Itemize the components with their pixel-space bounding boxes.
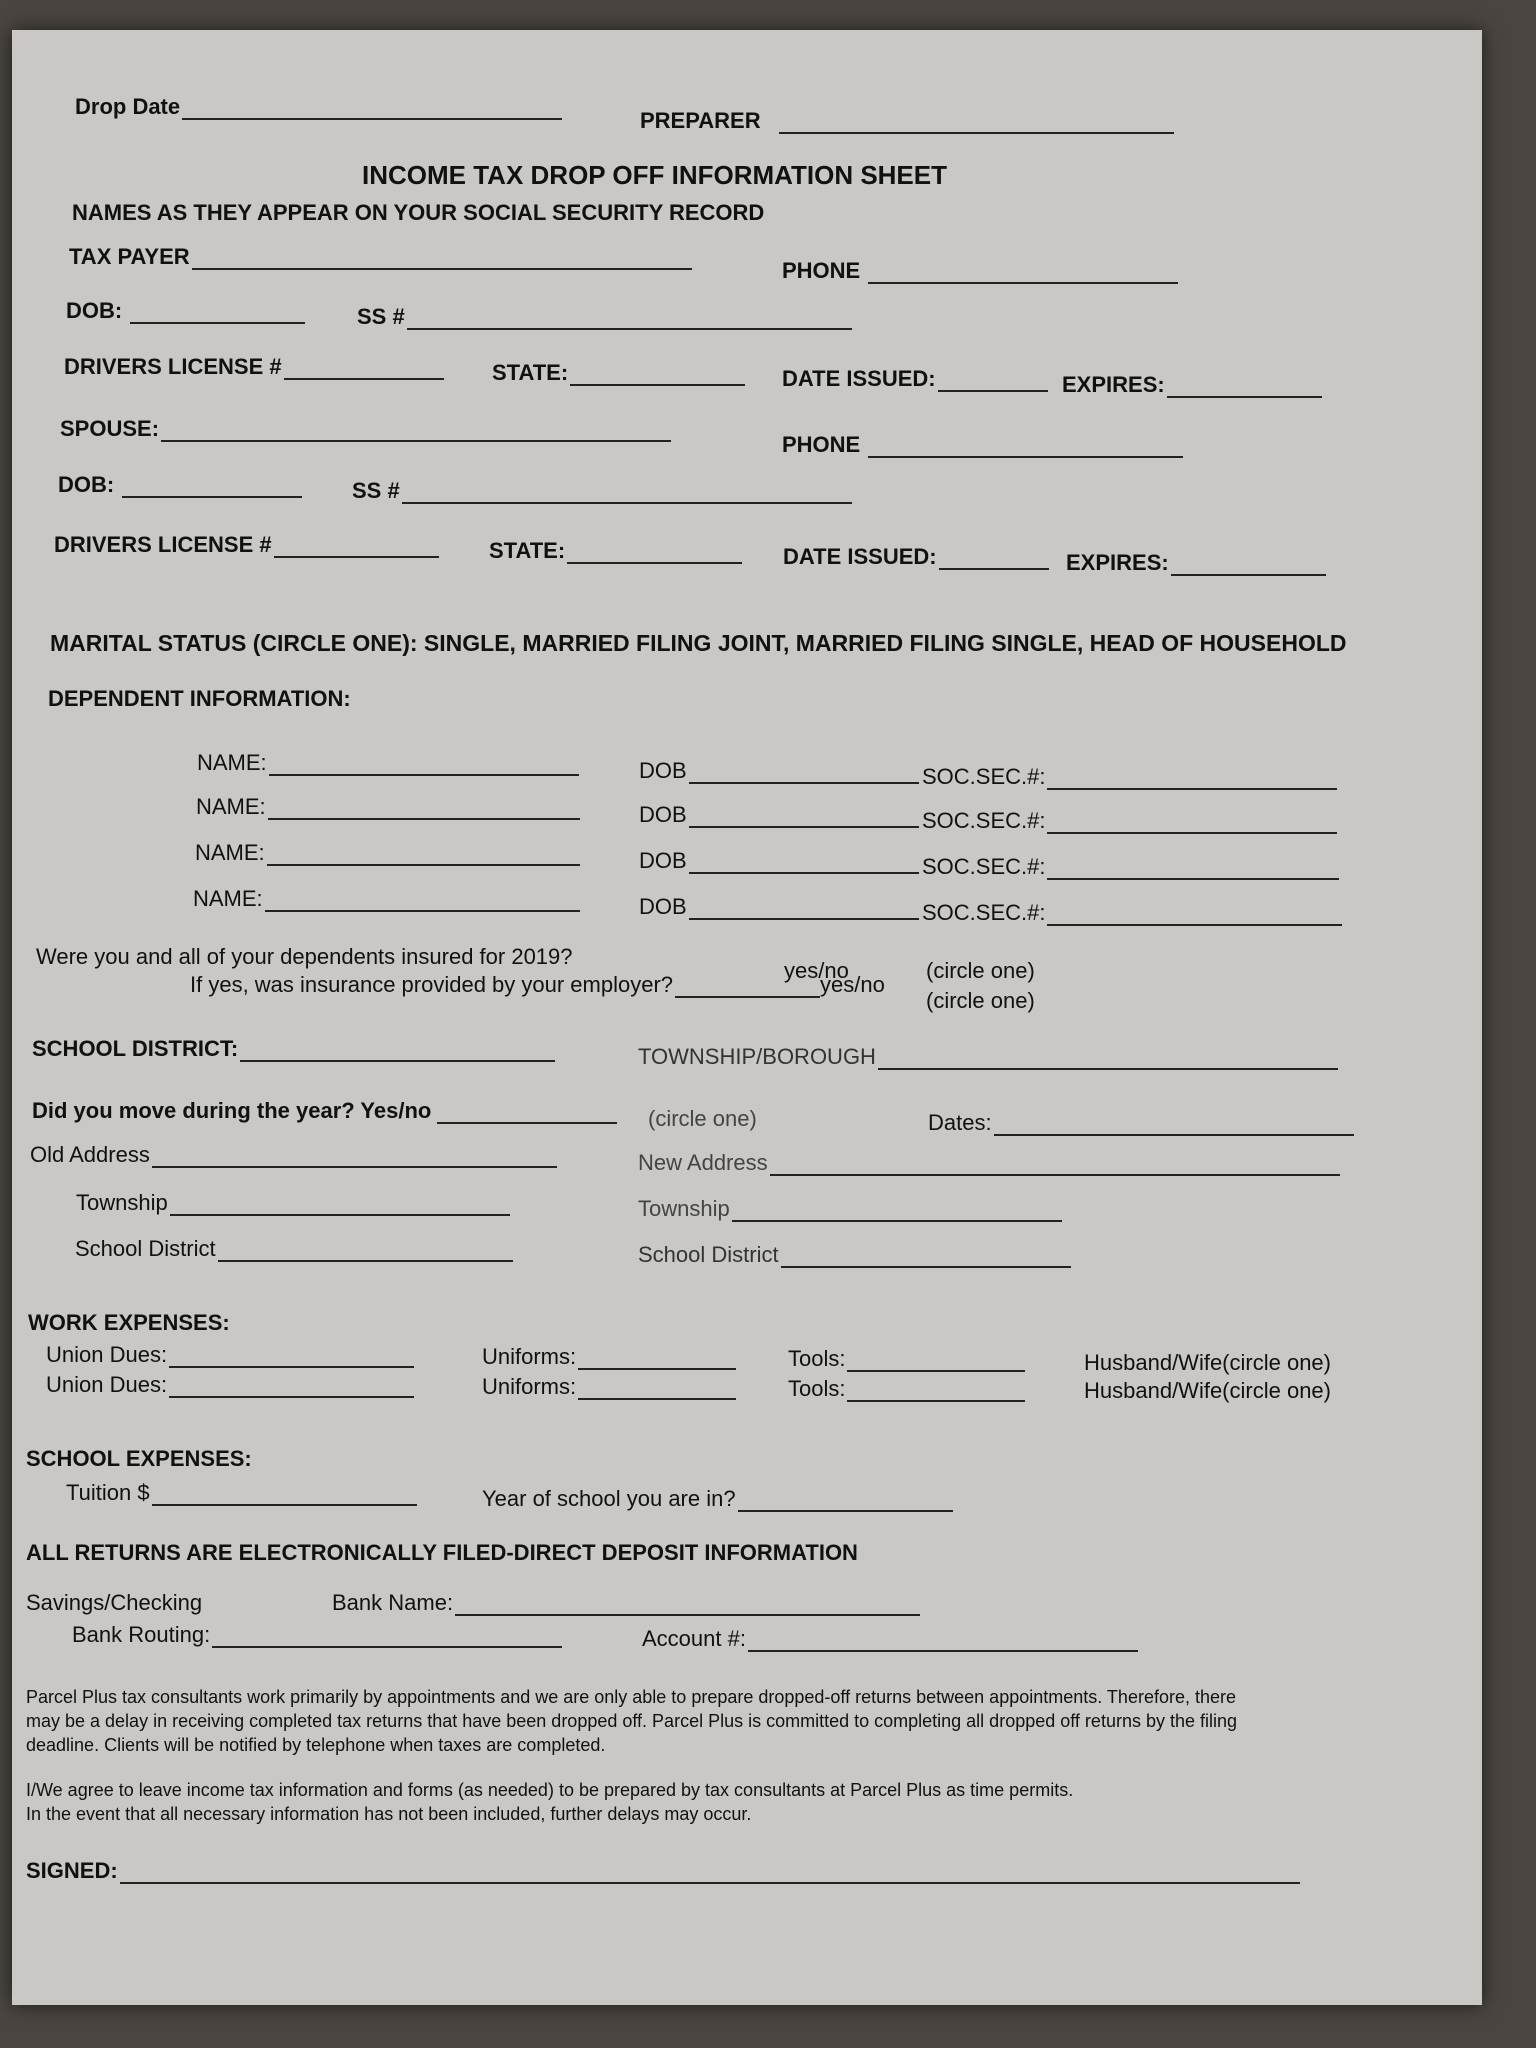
dependent-name-field[interactable] [196,794,580,820]
union-dues-label: Union Dues: [46,1372,168,1397]
new-address-field[interactable] [638,1150,1340,1176]
spouse-ss-field[interactable] [352,478,852,504]
taxpayer-label: TAX PAYER [69,244,190,269]
tuition-label: Tuition $ [66,1480,150,1505]
taxpayer-ss-field[interactable] [357,304,852,330]
bank-name-label: Bank Name: [332,1590,454,1615]
dependent-dob-field[interactable] [639,848,919,874]
agreement-notice: I/We agree to leave income tax information and forms (as needed) to be prepared by tax consultants at Parcel Plus as time permits. In the event that all necessary information has not been included, further delays may occur. [26,1780,1074,1824]
form-sheet [12,30,1482,2005]
dependent-dob-label: DOB [639,848,687,873]
taxpayer-state-label: STATE: [492,360,569,385]
moved-field[interactable] [32,1098,617,1124]
union-dues-field[interactable] [46,1342,414,1368]
taxpayer-license-field[interactable] [64,354,444,380]
union-dues-field[interactable] [46,1372,414,1398]
dependent-name-field[interactable] [197,750,579,776]
school-expenses-heading: SCHOOL EXPENSES: [26,1446,252,1471]
old-township-label: Township [76,1190,168,1215]
move-dates-label: Dates: [928,1110,992,1135]
taxpayer-license-label: DRIVERS LICENSE # [64,354,282,379]
dependent-name-label: NAME: [195,840,265,865]
school-year-label: Year of school you are in? [482,1486,736,1511]
dependent-ssn-label: SOC.SEC.#: [922,808,1046,833]
signed-label: SIGNED: [26,1858,118,1883]
spouse-label: SPOUSE: [60,416,160,441]
account-number-label: Account #: [642,1626,746,1651]
new-address-label: New Address [638,1150,768,1175]
spouse-date-issued-label: DATE ISSUED: [783,544,937,569]
tools-field[interactable] [788,1376,1025,1402]
drop-date-label: Drop Date [75,94,181,119]
new-school-district-field[interactable] [638,1242,1071,1268]
spouse-license-label: DRIVERS LICENSE # [54,532,272,557]
employer-insurance-field[interactable] [190,972,885,998]
uniforms-label: Uniforms: [482,1344,577,1369]
dependent-ssn-label: SOC.SEC.#: [922,900,1046,925]
taxpayer-dob-label: DOB: [66,298,123,323]
drop-date-field[interactable] [75,94,562,120]
employer-circle-note: (circle one) [926,988,1035,1013]
taxpayer-field[interactable] [69,244,692,270]
bank-routing-field[interactable] [72,1622,562,1648]
spouse-expires-label: EXPIRES: [1066,550,1169,575]
new-school-district-label: School District [638,1242,779,1267]
dependent-dob-label: DOB [639,802,687,827]
new-township-field[interactable] [638,1196,1062,1222]
old-school-district-label: School District [75,1236,216,1261]
moved-label: Did you move during the year? Yes/no [32,1098,432,1123]
spouse-expires-field[interactable] [1066,550,1326,576]
school-year-field[interactable] [482,1486,953,1512]
spouse-dob-label: DOB: [58,472,115,497]
union-dues-label: Union Dues: [46,1342,168,1367]
taxpayer-phone-label: PHONE [782,258,861,283]
taxpayer-date-issued-field[interactable] [782,366,1048,392]
husband-wife-select[interactable]: Husband/Wife(circle one) [1084,1378,1331,1403]
dependent-ssn-field[interactable] [922,764,1337,790]
dependent-ssn-label: SOC.SEC.#: [922,764,1046,789]
taxpayer-expires-field[interactable] [1062,372,1322,398]
spouse-field[interactable] [60,416,671,442]
taxpayer-expires-label: EXPIRES: [1062,372,1165,397]
names-heading: NAMES AS THEY APPEAR ON YOUR SOCIAL SECURITY RECORD [72,200,765,225]
page-title: INCOME TAX DROP OFF INFORMATION SHEET [362,160,947,190]
dependent-ssn-field[interactable] [922,900,1342,926]
signature-field[interactable] [26,1858,1300,1884]
employer-insurance-label: If yes, was insurance provided by your employer? [190,972,674,997]
spouse-phone-field[interactable] [782,432,1183,458]
preparer-label: PREPARER [640,108,761,133]
insurance-yes-no[interactable]: yes/no [784,958,849,983]
tools-label: Tools: [788,1346,846,1371]
school-district-label: SCHOOL DISTRICT: [32,1036,239,1061]
dependent-dob-label: DOB [639,894,687,919]
spouse-license-field[interactable] [54,532,439,558]
moved-circle-note: (circle one) [648,1106,757,1131]
taxpayer-phone-field[interactable] [782,258,1178,284]
insurance-circle-note: (circle one) [926,958,1035,983]
old-school-district-field[interactable] [75,1236,513,1262]
appointment-notice: Parcel Plus tax consultants work primarily by appointments and we are only able to prepare dropped-off returns between appointments. Therefore, there may be a delay in receiving completed tax returns that have been dropped off. Parcel Plus is committed to completing all dropped off returns by the filing deadline. Clients will be notified by telephone when taxes are completed. [26,1687,1238,1755]
school-district-field[interactable] [32,1036,555,1062]
bank-routing-label: Bank Routing: [72,1622,211,1647]
dependent-heading: DEPENDENT INFORMATION: [48,686,351,711]
spouse-ss-label: SS # [352,478,400,503]
spouse-phone-label: PHONE [782,432,861,457]
move-dates-field[interactable] [928,1110,1354,1136]
old-township-field[interactable] [76,1190,510,1216]
township-borough-field[interactable] [638,1044,1338,1070]
preparer-field[interactable] [640,108,1174,134]
dependent-ssn-field[interactable] [922,808,1337,834]
dependent-ssn-label: SOC.SEC.#: [922,854,1046,879]
spouse-state-field[interactable] [489,538,742,564]
taxpayer-ss-label: SS # [357,304,405,329]
taxpayer-dob-field[interactable] [66,298,305,324]
spouse-state-label: STATE: [489,538,566,563]
new-township-label: Township [638,1196,730,1221]
dependent-name-label: NAME: [196,794,266,819]
tuition-field[interactable] [66,1480,417,1506]
township-borough-label: TOWNSHIP/BOROUGH [638,1044,876,1069]
tools-field[interactable] [788,1346,1025,1372]
uniforms-field[interactable] [482,1344,736,1370]
taxpayer-state-field[interactable] [492,360,745,386]
dependent-dob-field[interactable] [639,758,919,784]
dependent-dob-label: DOB [639,758,687,783]
old-address-label: Old Address [30,1142,150,1167]
bank-name-field[interactable] [332,1590,920,1616]
savings-checking-select[interactable]: Savings/Checking [26,1590,203,1615]
dependent-name-label: NAME: [193,886,263,911]
dependent-ssn-field[interactable] [922,854,1339,880]
husband-wife-select[interactable]: Husband/Wife(circle one) [1084,1350,1331,1375]
dependent-name-field[interactable] [195,840,580,866]
tools-label: Tools: [788,1376,846,1401]
spouse-date-issued-field[interactable] [783,544,1049,570]
uniforms-label: Uniforms: [482,1374,577,1399]
old-address-field[interactable] [30,1142,557,1168]
insurance-question: Were you and all of your dependents insured for 2019? [36,944,573,969]
dependent-name-field[interactable] [193,886,580,912]
dependent-name-label: NAME: [197,750,267,775]
account-number-field[interactable] [642,1626,1138,1652]
work-expenses-heading: WORK EXPENSES: [28,1310,230,1335]
dependent-dob-field[interactable] [639,802,919,828]
uniforms-field[interactable] [482,1374,736,1400]
employer-insurance-yes-no[interactable]: yes/no [820,972,885,997]
marital-status-line: MARITAL STATUS (CIRCLE ONE): SINGLE, MARRIED FILING JOINT, MARRIED FILING SINGLE, HEAD OF HOUSEHOLD [50,630,1347,656]
spouse-dob-field[interactable] [58,472,302,498]
dependent-dob-field[interactable] [639,894,919,920]
taxpayer-date-issued-label: DATE ISSUED: [782,366,936,391]
deposit-heading: ALL RETURNS ARE ELECTRONICALLY FILED-DIRECT DEPOSIT INFORMATION [26,1540,858,1565]
